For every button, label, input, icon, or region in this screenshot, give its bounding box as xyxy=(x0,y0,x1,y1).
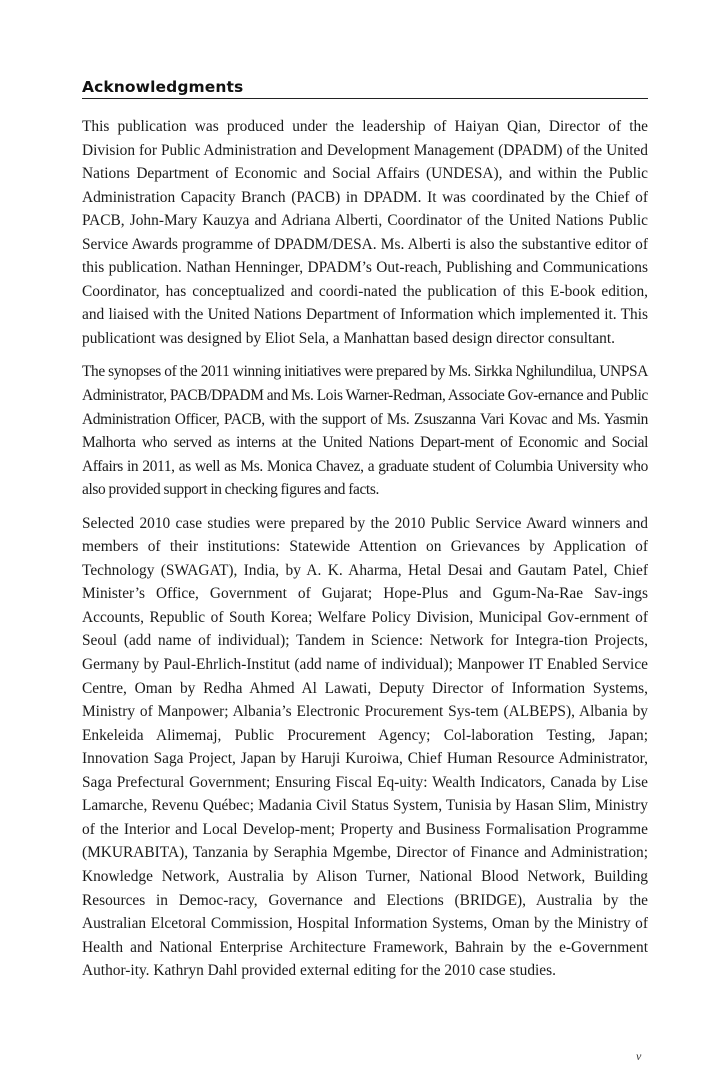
paragraph-case-studies-credits: Selected 2010 case studies were prepared by the 2010 Public Service Award winners and members of their institutions: Statewide Attention on Grievances by Application of Technology (SWAGAT), India, by A. K. Aharma, Hetal Desai and Gautam Patel, Chief Minister’s Office, Government of Gujarat; Hope-Plus and Ggum-Na-Rae Sav-ings Accounts, Republic of South Korea; Welfare Policy Division, Municipal Gov-ernment of Seoul (add name of individual); Tandem in Science: Network for Integra-tion Projects, Germany by Paul-Ehrlich-Institut (add name of individual); Manpower IT Enabled Service Centre, Oman by Redha Ahmed Al Lawati, Deputy Director of Information Systems, Ministry of Manpower; Albania’s Electronic Procurement Sys-tem (ALBEPS), Albania by Enkeleida Alimemaj, Public Procurement Agency; Col-laboration Testing, Japan; Innovation Saga Project, Japan by Haruji Kuroiwa, Chief Human Resource Administrator, Saga Prefectural Government; Ensuring Fiscal Eq-uity: Wealth Indicators, Canada by Lise Lamarche, Revenu Québec; Madania Civil Status System, Tunisia by Hasan Slim, Ministry of the Interior and Local Develop-ment; Property and Business Formalisation Programme (MKURABITA), Tanzania by Seraphia Mgembe, Director of Finance and Administration; Knowledge Network, Australia by Alison Turner, National Blood Network, Building Resources in Democ-racy, Governance and Elections (BRIDGE), Australia by the Australian Elcetoral Commission, Hospital Information Systems, Oman by the Ministry of Health and National Enterprise Architecture Framework, Bahrain by the e-Government Author-ity. Kathryn Dahl provided external editing for the 2010 case studies. xyxy=(82,514,648,980)
section-heading: Acknowledgments xyxy=(82,78,648,99)
page-number: v xyxy=(636,1049,642,1063)
paragraph-production-credits: This publication was produced under the leadership of Haiyan Qian, Director of the Division for Public Administration and Development Management (DPADM) of the United Nations Department of Economic and Social Affairs (UNDESA), and within the Public Administration Capacity Branch (PACB) in DPADM. It was coordinated by the Chief of PACB, John-Mary Kauzya and Adriana Alberti, Coordinator of the United Nations Public Service Awards programme of DPADM/DESA. Ms. Alberti is also the substantive editor of this publication. Nathan Henninger, DPADM’s Out-reach, Publishing and Communications Coordinator, has conceptualized and coordi-nated the publication of this E-book edition, and liaised with the United Nations Department of Information which implemented it. This publicationt was designed by Eliot Sela, a Manhattan based design director consultant. xyxy=(82,118,648,347)
body-text xyxy=(82,115,648,993)
paragraph-synopses-credits: The synopses of the 2011 winning initiatives were prepared by Ms. Sirkka Nghilundilua, UNPSA Administrator, PACB/DPADM and Ms. Lois Warner-Redman, Associate Gov-ernance and Public Administration Officer, PACB, with the support of Ms. Zsuszanna Vari Kovac and Ms. Yasmin Malhorta who served as interns at the United Nations Depart-ment of Economic and Social Affairs in 2011, as well as Ms. Monica Chavez, a graduate student of Columbia University who also provided support in checking figures and facts. xyxy=(82,363,648,499)
